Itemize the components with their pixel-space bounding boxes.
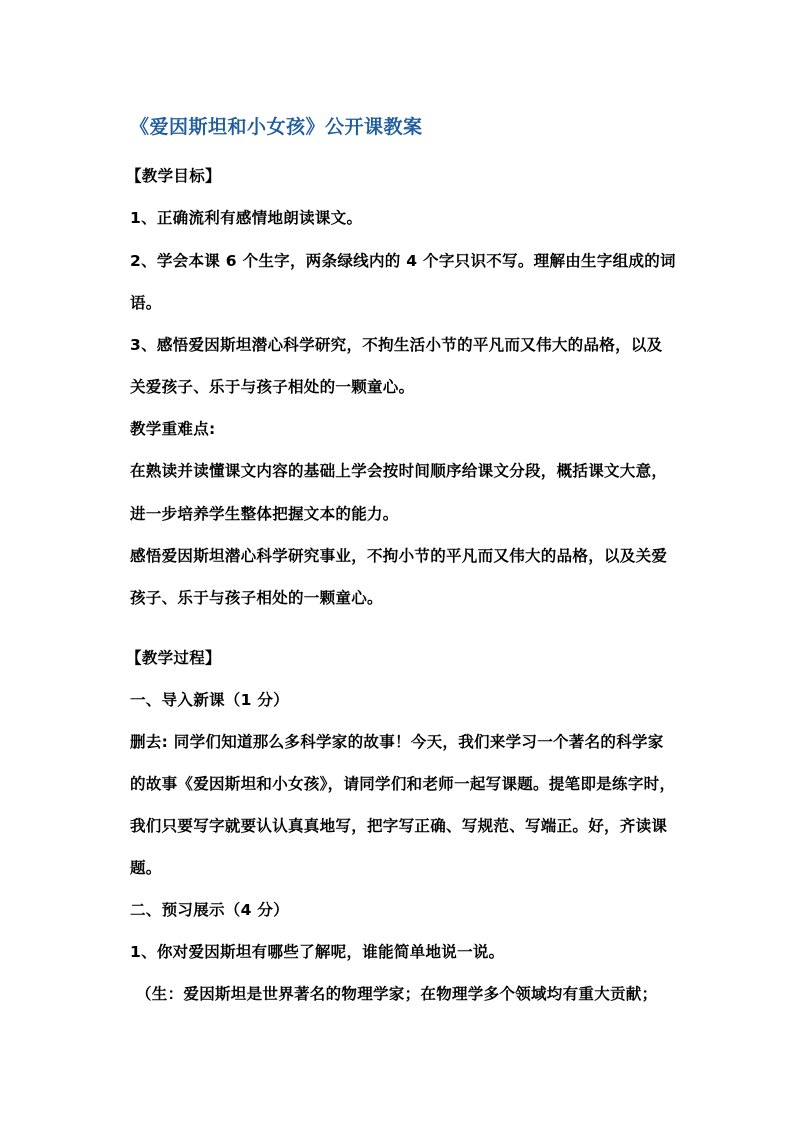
part1-line-1: 删去: 同学们知道那么多科学家的故事！今天，我们来学习一个著名的科学家: [130, 733, 664, 751]
objective-line-1: 1、正确流利有感情地朗读课文。: [130, 209, 363, 227]
part1-heading: 一、导入新课（1 分）: [130, 691, 289, 709]
part1-line-3: 我们只要写字就要认认真真地写，把字写正确、写规范、写端正。好，齐读课: [130, 817, 668, 835]
key-point-line-4: 孩子、乐于与孩子相处的一颗童心。: [130, 589, 383, 607]
part2-heading: 二、预习展示（4 分）: [130, 901, 289, 919]
part1-line-4: 题。: [130, 859, 162, 877]
process-heading: 【教学过程】: [126, 649, 221, 667]
key-point-line-3: 感悟爱因斯坦潜心科学研究事业，不拘小节的平凡而又伟大的品格，以及关爱: [130, 547, 668, 565]
objectives-heading: 【教学目标】: [126, 167, 221, 185]
key-points-heading: 教学重难点:: [130, 420, 216, 438]
key-point-line-1: 在熟读并读懂课文内容的基础上学会按时间顺序给课文分段，概括课文大意，: [130, 462, 668, 480]
objective-line-3-cont: 关爱孩子、乐于与孩子相处的一颗童心。: [130, 378, 415, 396]
part2-line-2: （生：爱因斯坦是世界著名的物理学家；在物理学多个领域均有重大贡献；: [136, 985, 658, 1003]
key-point-line-2: 进一步培养学生整体把握文本的能力。: [130, 505, 399, 523]
objective-line-3: 3、感悟爱因斯坦潜心科学研究，不拘生活小节的平凡而又伟大的品格，以及: [130, 336, 663, 354]
part1-line-2: 的故事《爱因斯坦和小女孩》，请同学们和老师一起写课题。提笔即是练字时，: [130, 775, 676, 793]
part2-line-1: 1、你对爱因斯坦有哪些了解呢，谁能简单地说一说。: [130, 943, 505, 961]
objective-line-2: 2、学会本课 6 个生字，两条绿线内的 4 个字只识不写。理解由生字组成的词: [130, 252, 676, 270]
objective-line-2-cont: 语。: [130, 294, 162, 312]
document-title: 《爱因斯坦和小女孩》公开课教案: [130, 116, 423, 138]
